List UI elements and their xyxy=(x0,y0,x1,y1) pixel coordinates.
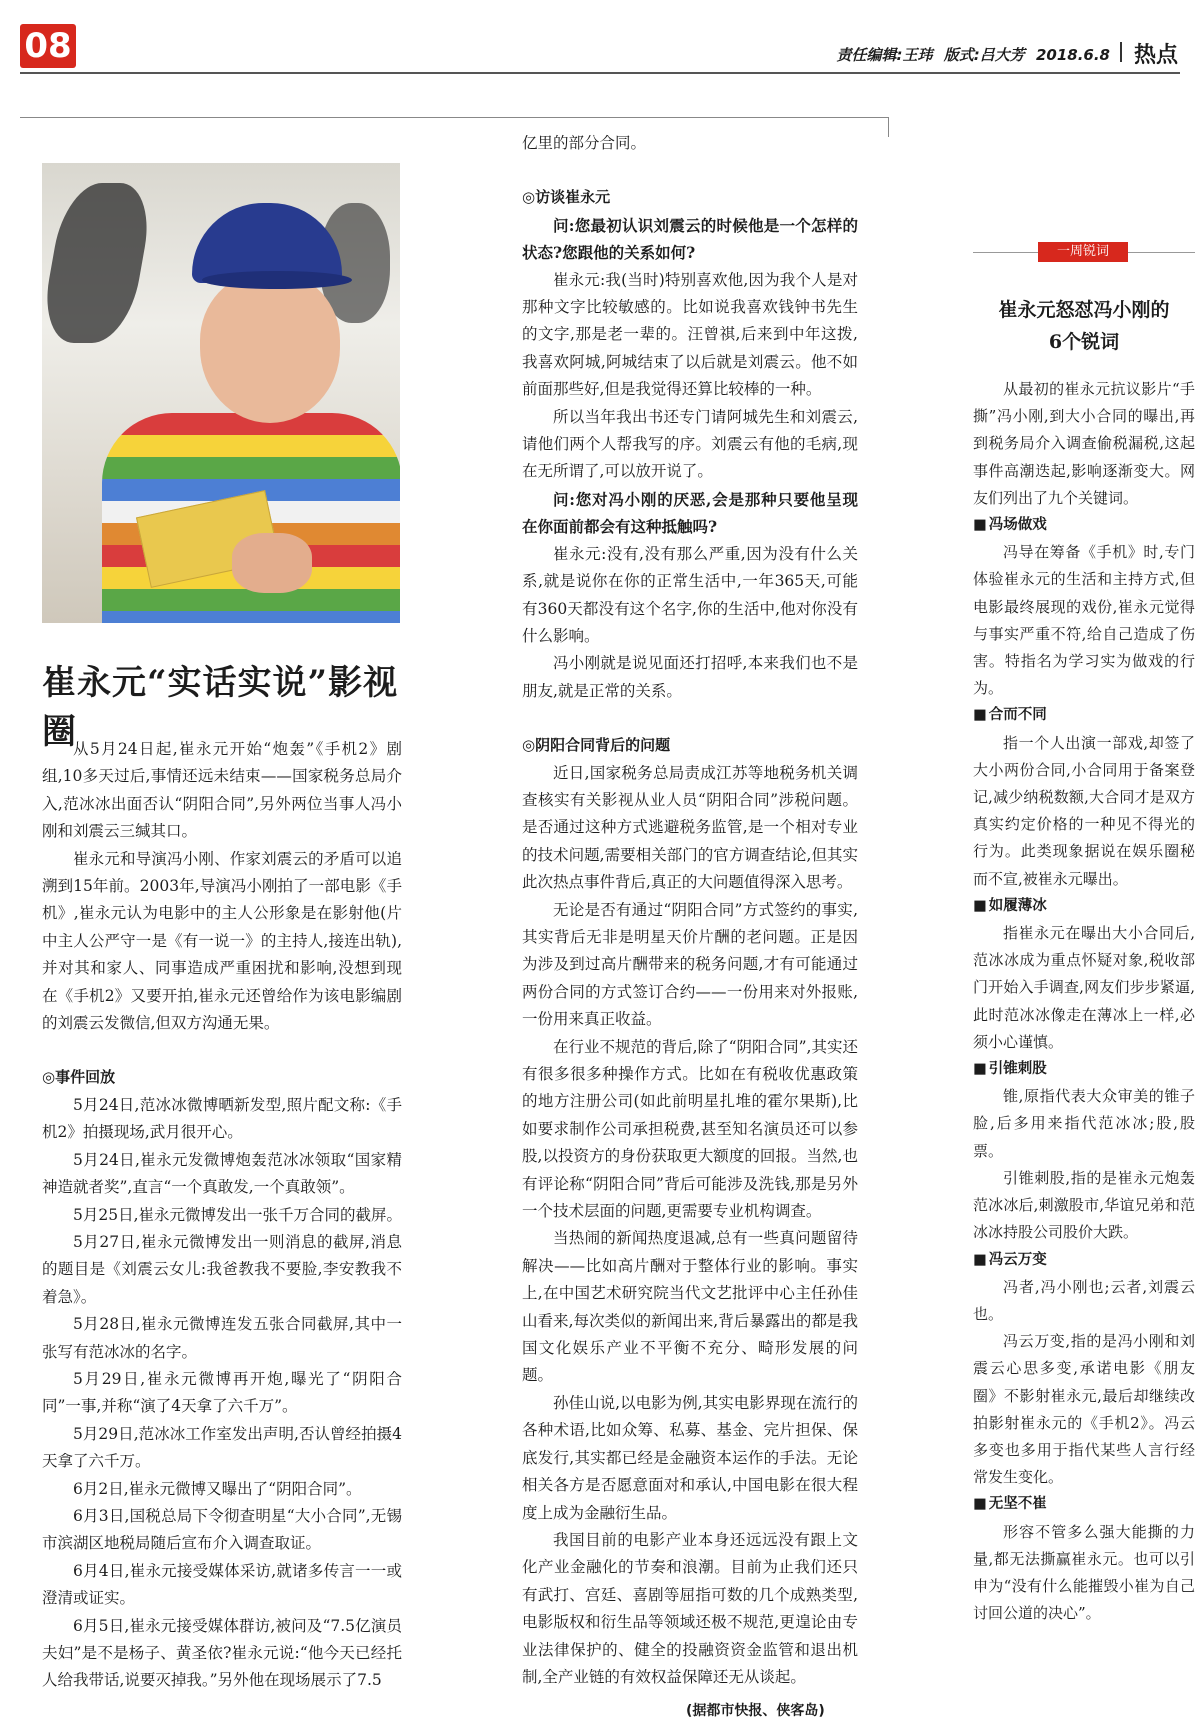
keyword-text: 冯导在筹备《手机》时,专门体验崔永元的生活和主持方式,但电影最终展现的戏份,崔永元觉得与事实严重不符,给自己造成了伤害。特指名为学习实为做戏的行为。 xyxy=(973,543,1195,698)
article-column-2 xyxy=(522,130,858,1691)
keyword-text: 指崔永元在曝出大小合同后,范冰冰成为重点怀疑对象,税收部门开始入手调查,网友们步步紧逼,此时范冰冰像走在薄冰上一样,必须小心谨慎。 xyxy=(973,924,1195,1051)
layout-credit: 版式:吕大芳 xyxy=(943,46,1025,64)
source-credit: (据都市快报、侠客岛) xyxy=(686,1703,825,1719)
section-name: 热点 xyxy=(1133,43,1178,68)
keyword-heading: ■ 合而不同 xyxy=(973,702,1195,729)
portrait-photo xyxy=(42,163,400,623)
timeline-item: 5月25日,崔永元微博发出一张千万合同的截屏。 xyxy=(73,1205,403,1224)
keyword-heading: ■ 冯场做戏 xyxy=(973,512,1195,539)
interview-question: 问:您对冯小刚的厌恶,会是那种只要他呈现在你面前都会有这种抵触吗? xyxy=(522,489,858,537)
column-divider xyxy=(888,117,889,137)
timeline-item: 6月5日,崔永元接受媒体群访,被问及“7.5亿演员夫妇”是不是杨子、黄圣依?崔永元说:“他今天已经托人给我带话,说要灭掉我。”另外他在现场展示了7.5 xyxy=(42,1616,402,1690)
calligraphy-background xyxy=(42,183,156,343)
body-paragraph: 在行业不规范的背后,除了“阴阳合同”,其实还有很多很多种操作方式。比如在有税收优惠政策的地方注册公司(如此前明星扎堆的霍尔果斯),比如要求制作公司承担税费,甚至知名演员还可以参股,以投资方的身份获取更大额度的回报。当然,也有评论称“阴阳合同”背后可能涉及洗钱,那是另外一个技术层面的问题,更需要专业机构调查。 xyxy=(522,1037,858,1221)
interview-answer: 崔永元:我(当时)特别喜欢他,因为我个人是对那种文字比较敏感的。比如说我喜欢钱钟书先生的文字,那是老一辈的。汪曾祺,后来到中年这拨,我喜欢阿城,阿城结束了以后就是刘震云。他不如前面那些好,但是我觉得还算比较棒的一种。 xyxy=(522,270,858,399)
interview-answer: 所以当年我出书还专门请阿城先生和刘震云,请他们两个人帮我写的序。刘震云有他的毛病,现在无所谓了,可以放开说了。 xyxy=(522,407,858,481)
keyword-text: 锥,原指代表大众审美的锥子脸,后多用来指代范冰冰;股,股票。 xyxy=(973,1087,1195,1160)
keyword-text: 形容不管多么强大能撕的力量,都无法撕赢崔永元。也可以引申为“没有什么能摧毁小崔为自己讨回公道的决心”。 xyxy=(973,1522,1195,1623)
keyword-text: 冯者,冯小刚也;云者,刘震云也。 xyxy=(973,1277,1195,1323)
keyword-text: 冯云万变,指的是冯小刚和刘震云心思多变,承诺电影《朋友圈》不影射崔永元,最后却继续改拍影射崔永元的《手机2》。冯云多变也多用于指代某些人言行经常发生变化。 xyxy=(973,1332,1195,1487)
cap-brim xyxy=(202,271,352,289)
interview-answer: 崔永元:没有,没有那么严重,因为没有什么关系,就是说你在你的正常生活中,一年365天,可能有360天都没有这个名字,你的生活中,他对你没有什么影响。 xyxy=(522,544,858,645)
body-paragraph: 近日,国家税务总局责成江苏等地税务机关调查核实有关影视从业人员“阴阳合同”涉税问题。是否通过这种方式逃避税务监管,是一个相对专业的技术问题,需要相关部门的官方调查结论,但其实此次热点事件背后,真正的大问题值得深入思考。 xyxy=(522,763,858,892)
interview-answer: 冯小刚就是说见面还打招呼,本来我们也不是朋友,就是正常的关系。 xyxy=(522,654,858,700)
editor-credit: 责任编辑:王玮 xyxy=(836,46,933,64)
timeline-item: 5月27日,崔永元微博发出一则消息的截屏,消息的题目是《刘震云女儿:我爸教我不要脸,李安教我不着急》。 xyxy=(42,1232,402,1306)
timeline-item: 6月2日,崔永元微博又曝出了“阴阳合同”。 xyxy=(73,1479,362,1498)
page-number: 08 xyxy=(20,24,76,68)
timeline-item: 5月24日,范冰冰微博晒新发型,照片配文称:《手机2》拍摄现场,武月很开心。 xyxy=(42,1095,402,1142)
intro-paragraph: 从5月24日起,崔永元开始“炮轰”《手机2》剧组,10多天过后,事情还远未结束——国家税务总局介入,范冰冰出面否认“阴阳合同”,另外两位当事人冯小刚和刘震云三缄其口。 xyxy=(42,740,402,841)
contracts-subheading: ◎阴阳合同背后的问题 xyxy=(522,736,671,755)
timeline-item: 6月4日,崔永元接受媒体采访,就诸多传言一一或澄清或证实。 xyxy=(42,1561,402,1608)
timeline-item: 5月29日,崔永元微博再开炮,曝光了“阴阳合同”一事,并称“演了4天拿了六千万”。 xyxy=(42,1369,402,1416)
header-separator xyxy=(1120,42,1122,62)
timeline-item: 5月24日,崔永元发微博炮轰范冰冰领取“国家精神造就者奖”,直言“一个真敢发,一个真敢领”。 xyxy=(42,1150,402,1197)
interview-question: 问:您最初认识刘震云的时候他是一个怎样的状态?您跟他的关系如何? xyxy=(522,215,858,263)
article-top-rule xyxy=(20,117,888,118)
keyword-text: 引锥刺股,指的是崔永元炮轰范冰冰后,刺激股市,华谊兄弟和范冰冰持股公司股价大跌。 xyxy=(973,1168,1195,1242)
sidebar-title-line: 6个锐词 xyxy=(1048,331,1120,353)
keyword-heading: ■ 无坚不崔 xyxy=(973,1491,1195,1518)
keyword-heading: ■ 冯云万变 xyxy=(973,1247,1195,1274)
sidebar-column xyxy=(973,376,1195,1627)
sidebar-intro: 从最初的崔永元抗议影片“手撕”冯小刚,到大小合同的曝出,再到税务局介入调查偷税漏税,这起事件高潮迭起,影响逐渐变大。网友们列出了九个关键词。 xyxy=(973,380,1195,507)
body-paragraph: 无论是否有通过“阴阳合同”方式签约的事实,其实背后无非是明星天价片酬的老问题。正是因为涉及到过高片酬带来的税务问题,才有可能通过两份合同的方式签订合约——一份用来对外报账,一份用来真正收益。 xyxy=(522,900,858,1029)
article-column-1 xyxy=(42,736,402,1695)
timeline-subheading: ◎事件回放 xyxy=(42,1068,116,1087)
keyword-text: 指一个人出演一部戏,却签了大小两份合同,小合同用于备案登记,减少纳税数额,大合同才是双方真实约定价格的一种见不得光的行为。此类现象据说在娱乐圈秘而不宣,被崔永元曝出。 xyxy=(973,733,1195,888)
continuation-text: 亿里的部分合同。 xyxy=(522,134,647,152)
keyword-heading: ■ 如履薄冰 xyxy=(973,893,1195,920)
body-paragraph: 当热闹的新闻热度退减,总有一些真问题留待解决——比如高片酬对于整体行业的影响。事实上,在中国艺术研究院当代文艺批评中心主任孙佳山看来,每次类似的新闻出来,背后暴露出的都是我国文化娱乐产业不平衡不充分、畸形发展的问题。 xyxy=(522,1229,858,1385)
face xyxy=(200,273,340,423)
timeline-item: 5月28日,崔永元微博连发五张合同截屏,其中一张写有范冰冰的名字。 xyxy=(42,1315,402,1361)
hand xyxy=(232,533,312,593)
issue-date: 2018.6.8 xyxy=(1035,46,1110,64)
sidebar-title xyxy=(973,294,1195,358)
keyword-heading: ■ 引锥刺股 xyxy=(973,1056,1195,1083)
body-paragraph: 孙佳山说,以电影为例,其实电影界现在流行的各种术语,比如众筹、私募、基金、完片担保、保底发行,其实都已经是金融资本运作的手法。无论相关各方是否愿意面对和承认,中国电影在很大程度上成为金融衍生品。 xyxy=(522,1393,858,1522)
intro-paragraph: 崔永元和导演冯小刚、作家刘震云的矛盾可以追溯到15年前。2003年,导演冯小刚拍了一部电影《手机》,崔永元认为电影中的主人公形象是在影射他(片中主人公严守一是《有一说一》的主持人,接连出轨),并对其和家人、同事造成严重困扰和影响,没想到现在《手机2》又要开拍,崔永元还曾给作为该电影编剧的刘震云发微信,但双方沟通无果。 xyxy=(42,849,402,1033)
main-headline: 崔永元“实话实说”影视圈 xyxy=(42,663,399,752)
header-credit xyxy=(831,44,1111,65)
timeline-item: 6月3日,国税总局下令彻查明星“大小合同”,无锡市滨湖区地税局随后宣布介入调查取证。 xyxy=(42,1506,402,1553)
interview-subheading: ◎访谈崔永元 xyxy=(522,188,611,207)
header-rule xyxy=(20,72,1180,74)
body-paragraph: 我国目前的电影产业本身还远远没有跟上文化产业金融化的节奏和浪潮。目前为止我们还只有武打、宫廷、喜剧等屈指可数的几个成熟类型,电影版权和衍生品等领域还极不规范,更遑论由专业法律保护的、健全的投融资资金监管和退出机制,全产业链的有效权益保障还无从谈起。 xyxy=(522,1530,858,1686)
timeline-item: 5月29日,范冰冰工作室发出声明,否认曾经拍摄4天拿了六千万。 xyxy=(42,1424,402,1471)
sidebar-tag: 一周锐词 xyxy=(1038,242,1128,262)
sidebar-title-line: 崔永元怒怼冯小刚的 xyxy=(998,299,1170,321)
